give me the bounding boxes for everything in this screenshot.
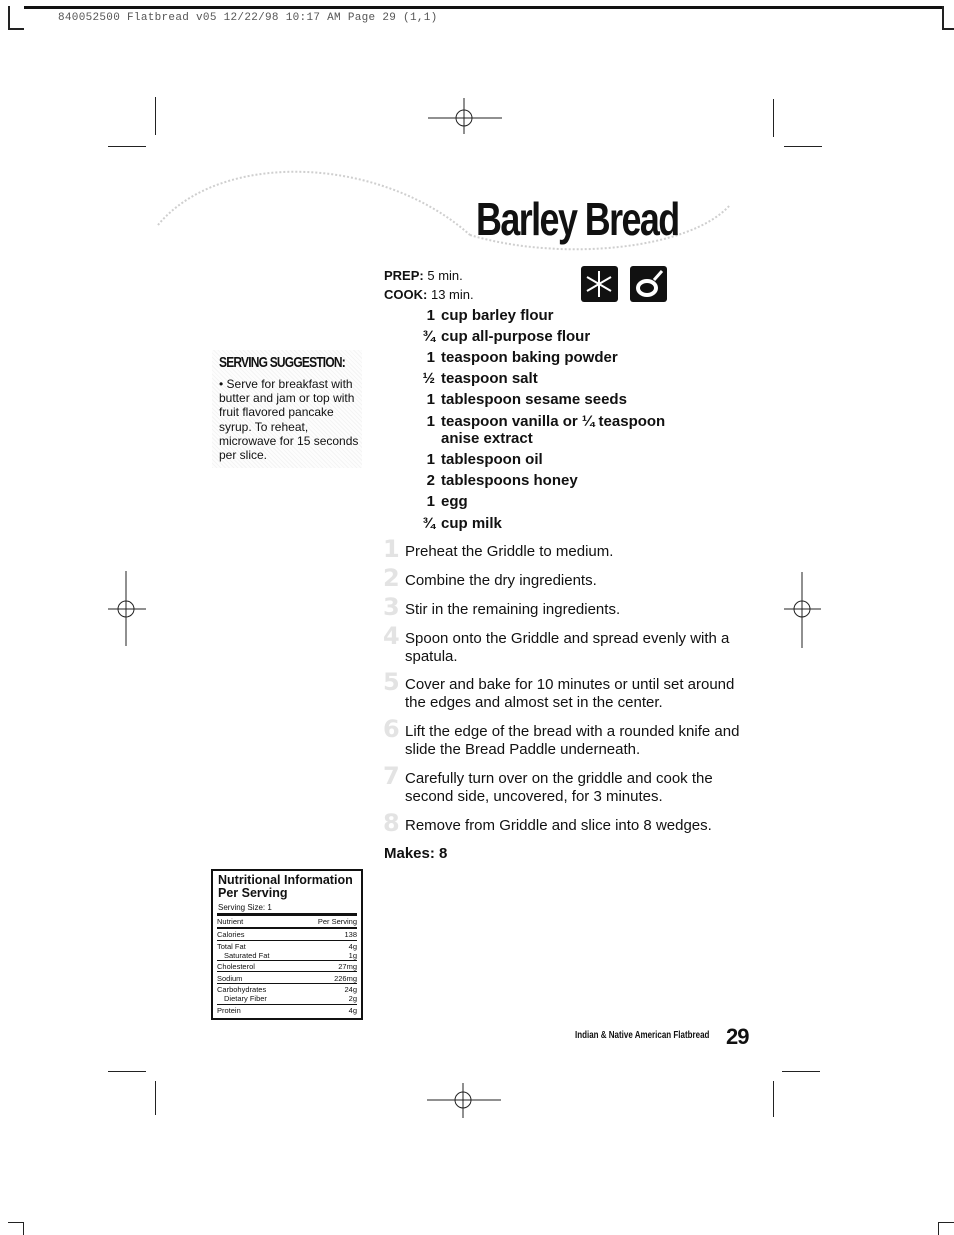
step-text: Cover and bake for 10 minutes or until set around the edges and almost set in the center. — [405, 676, 735, 711]
ingredient-text: cup milk — [441, 515, 502, 532]
serving-size: Serving Size: 1 — [218, 903, 272, 912]
nutrition-rule — [217, 960, 357, 961]
step-text: Remove from Griddle and slice into 8 wedges. — [405, 817, 712, 834]
ingredient-qty: 1 — [426, 413, 435, 430]
makes-yield: Makes: 8 — [384, 845, 448, 862]
ingredient-item — [441, 430, 533, 447]
step-number: 2 — [383, 564, 400, 592]
step-number: 4 — [383, 622, 400, 650]
step-number: 7 — [383, 762, 400, 790]
nutrition-title: Nutritional Information Per Serving — [218, 873, 353, 900]
step-text: Lift the edge of the bread with a rounded knife and slide the Bread Paddle underneath. — [405, 723, 740, 758]
ingredient-item — [426, 493, 468, 510]
nutrition-row: Protein 4g — [217, 1006, 357, 1015]
step-text: Preheat the Griddle to medium. — [405, 543, 614, 560]
step-text: Stir in the remaining ingredients. — [405, 601, 621, 618]
nutrition-rule — [217, 1004, 357, 1005]
serving-suggestion-title: SERVING SUGGESTION: — [219, 354, 345, 371]
nutrition-row: Dietary Fiber 2g — [224, 994, 357, 1003]
cook-time: COOK: 13 min. — [384, 287, 474, 302]
step-number: 8 — [383, 809, 400, 837]
ingredient-text: teaspoon baking powder — [441, 349, 618, 366]
ingredient-text: cup all-purpose flour — [441, 328, 591, 345]
nutrition-rule — [217, 927, 357, 929]
snowflake-icon — [581, 266, 618, 302]
ingredient-item — [426, 391, 627, 408]
nutrition-rule — [217, 971, 357, 972]
ingredient-item — [422, 370, 538, 387]
ingredient-text: anise extract — [441, 430, 533, 447]
step-number: 6 — [383, 715, 400, 743]
ingredient-qty: 1 — [426, 451, 435, 468]
ingredient-item — [426, 413, 666, 430]
nutrition-rule — [217, 983, 357, 984]
nutrition-row: Calories 138 — [217, 930, 357, 939]
prep-time: PREP: 5 min. — [384, 268, 463, 283]
nutrition-row: Cholesterol 27mg — [217, 962, 357, 971]
ingredient-text: tablespoons honey — [441, 472, 578, 489]
ingredient-qty: 2 — [426, 472, 435, 489]
footer-book-title: Indian & Native American Flatbread — [575, 1030, 710, 1041]
step-text: Spoon onto the Griddle and spread evenly with a spatula. — [405, 630, 730, 665]
ingredient-text: teaspoon vanilla or ¼ teaspoon — [441, 413, 666, 430]
step-number: 5 — [383, 668, 400, 696]
nutrition-header: Nutrient Per Serving — [217, 917, 357, 926]
ingredient-qty: ¾ — [422, 328, 435, 345]
page-number: 29 — [726, 1024, 749, 1049]
nutrition-panel — [211, 869, 363, 1020]
ingredient-qty: 1 — [426, 493, 435, 510]
ingredient-qty: 1 — [426, 391, 435, 408]
nutrition-rule — [217, 940, 357, 941]
ingredient-qty: ½ — [422, 370, 435, 387]
step-number: 3 — [383, 593, 400, 621]
nutrition-row: Saturated Fat 1g — [224, 951, 357, 960]
ingredient-item — [422, 515, 502, 532]
serving-suggestion-text: • Serve for breakfast with butter and jam or top with fruit flavored pancake syrup. To reheat, microwave for 15 seconds per slice. — [219, 377, 359, 463]
ingredient-text: egg — [441, 493, 468, 510]
ingredient-item — [422, 328, 591, 345]
ingredient-text: teaspoon salt — [441, 370, 538, 387]
print-slug: 840052500 Flatbread v05 12/22/98 10:17 AM Page 29 (1,1) — [58, 12, 438, 24]
ingredient-qty: 1 — [426, 349, 435, 366]
step-text: Carefully turn over on the griddle and cook the second side, uncovered, for 3 minutes. — [405, 770, 713, 805]
step-text: Combine the dry ingredients. — [405, 572, 597, 589]
ingredient-text: tablespoon sesame seeds — [441, 391, 627, 408]
ingredient-item — [426, 472, 578, 489]
nutrition-row: Total Fat 4g — [217, 942, 357, 951]
ingredient-qty: ¾ — [422, 515, 435, 532]
step-number: 1 — [383, 535, 400, 563]
ingredient-text: cup barley flour — [441, 307, 554, 324]
ingredient-qty: 1 — [426, 307, 435, 324]
nutrition-row: Carbohydrates 24g — [217, 985, 357, 994]
ingredient-item — [426, 307, 554, 324]
nutrition-rule — [217, 913, 357, 916]
griddle-icon — [630, 266, 667, 302]
ingredient-text: tablespoon oil — [441, 451, 543, 468]
nutrition-row: Sodium 226mg — [217, 974, 357, 983]
ingredient-item — [426, 349, 618, 366]
ingredient-item — [426, 451, 543, 468]
page-title: Barley Bread — [476, 193, 679, 245]
